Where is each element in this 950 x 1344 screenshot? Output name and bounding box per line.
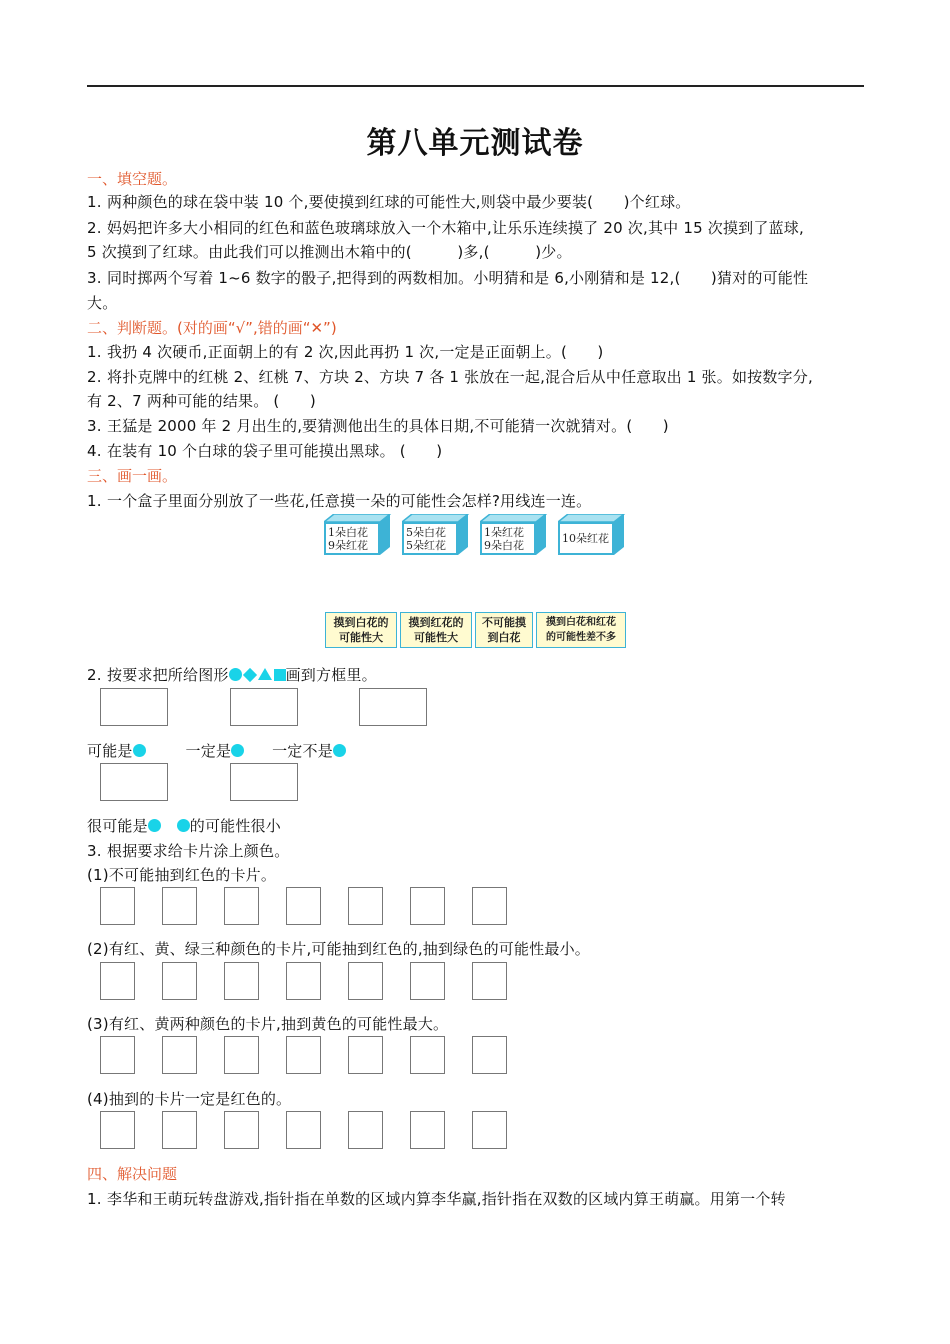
card-req-3: (3)有红、黄两种颜色的卡片,抽到黄色的可能性最大。 bbox=[87, 1015, 449, 1033]
card-square[interactable] bbox=[224, 887, 259, 925]
card-req-4: (4)抽到的卡片一定是红色的。 bbox=[87, 1090, 292, 1108]
flower-box-3: 1朵红花 9朵白花 bbox=[480, 514, 548, 556]
flower-box-2: 5朵白花 5朵红花 bbox=[402, 514, 470, 556]
section4-heading: 四、解决问题 bbox=[87, 1165, 178, 1183]
draw-captions-row1: 可能是 一定是 一定不是 bbox=[87, 740, 346, 762]
s1-q3-line2: 大。 bbox=[87, 294, 118, 312]
page-title: 第八单元测试卷 bbox=[366, 126, 584, 161]
card-square[interactable] bbox=[162, 1036, 197, 1074]
s2-q2-line1: 2. 将扑克牌中的红桃 2、红桃 7、方块 2、方块 7 各 1 张放在一起,混合后从中任意取出 1 张。如按数字分, bbox=[87, 368, 813, 386]
circle-shape-icon bbox=[229, 668, 242, 681]
square-shape-icon bbox=[274, 669, 286, 681]
s3-q3: 3. 根据要求给卡片涂上颜色。 bbox=[87, 842, 290, 860]
flower-box-4: 10朵红花 bbox=[558, 514, 626, 556]
s1-q1: 1. 两种颜色的球在袋中装 10 个,要使摸到红球的可能性大,则袋中最少要装( )个红球。 bbox=[87, 193, 691, 211]
draw-box-unlikely[interactable] bbox=[230, 763, 298, 801]
triangle-shape-icon bbox=[258, 668, 272, 680]
card-square[interactable] bbox=[472, 1036, 507, 1074]
section2-heading: 二、判断题。(对的画“√”,错的画“✕”) bbox=[87, 319, 337, 337]
card-square[interactable] bbox=[286, 1111, 321, 1149]
s2-q1: 1. 我扔 4 次硬币,正面朝上的有 2 次,因此再扔 1 次,一定是正面朝上。( ) bbox=[87, 343, 604, 361]
card-square[interactable] bbox=[162, 887, 197, 925]
card-square[interactable] bbox=[348, 1036, 383, 1074]
match-label-1: 摸到白花的 可能性大 bbox=[325, 612, 397, 648]
card-square[interactable] bbox=[472, 887, 507, 925]
s3-q1: 1. 一个盒子里面分别放了一些花,任意摸一朵的可能性会怎样?用线连一连。 bbox=[87, 492, 592, 510]
card-square[interactable] bbox=[224, 962, 259, 1000]
card-req-1: (1)不可能抽到红色的卡片。 bbox=[87, 866, 277, 884]
card-square[interactable] bbox=[100, 887, 135, 925]
card-square[interactable] bbox=[410, 1036, 445, 1074]
draw-box-must[interactable] bbox=[230, 688, 298, 726]
match-label-2: 摸到红花的 可能性大 bbox=[400, 612, 472, 648]
s3-q2: 2. 按要求把所给图形 画到方框里。 bbox=[87, 666, 377, 684]
top-rule bbox=[87, 85, 864, 87]
draw-box-likely[interactable] bbox=[100, 763, 168, 801]
s2-q4: 4. 在装有 10 个白球的袋子里可能摸出黑球。 ( ) bbox=[87, 442, 443, 460]
card-square[interactable] bbox=[162, 1111, 197, 1149]
draw-box-never[interactable] bbox=[359, 688, 427, 726]
card-square[interactable] bbox=[224, 1111, 259, 1149]
card-square[interactable] bbox=[286, 887, 321, 925]
circle-shape-icon bbox=[333, 744, 346, 757]
match-label-3: 不可能摸 到白花 bbox=[475, 612, 533, 648]
s1-q2-line2: 5 次摸到了红球。由此我们可以推测出木箱中的( )多,( )少。 bbox=[87, 243, 572, 261]
circle-shape-icon bbox=[231, 744, 244, 757]
card-square[interactable] bbox=[224, 1036, 259, 1074]
card-square[interactable] bbox=[286, 962, 321, 1000]
card-square[interactable] bbox=[410, 962, 445, 1000]
card-square[interactable] bbox=[348, 962, 383, 1000]
card-square[interactable] bbox=[100, 1111, 135, 1149]
s2-q2-line2: 有 2、7 两种可能的结果。 ( ) bbox=[87, 392, 316, 410]
draw-box-may[interactable] bbox=[100, 688, 168, 726]
card-square[interactable] bbox=[286, 1036, 321, 1074]
card-req-2: (2)有红、黄、绿三种颜色的卡片,可能抽到红色的,抽到绿色的可能性最小。 bbox=[87, 940, 590, 958]
match-label-4: 摸到白花和红花 的可能性差不多 bbox=[536, 612, 626, 648]
card-square[interactable] bbox=[472, 962, 507, 1000]
card-square[interactable] bbox=[348, 1111, 383, 1149]
s4-q1: 1. 李华和王萌玩转盘游戏,指针指在单数的区域内算李华赢,指针指在双数的区域内算王萌赢。用第一个转 bbox=[87, 1190, 786, 1208]
card-square[interactable] bbox=[100, 962, 135, 1000]
card-square[interactable] bbox=[472, 1111, 507, 1149]
draw-captions-row2: 很可能是 的可能性很小 bbox=[87, 817, 281, 835]
s1-q2-line1: 2. 妈妈把许多大小相同的红色和蓝色玻璃球放入一个木箱中,让乐乐连续摸了 20 次,其中 15 次摸到了蓝球, bbox=[87, 219, 804, 237]
flower-box-1: 1朵白花 9朵红花 bbox=[324, 514, 392, 556]
section1-heading: 一、填空题。 bbox=[87, 170, 178, 188]
card-square[interactable] bbox=[100, 1036, 135, 1074]
s2-q3: 3. 王猛是 2000 年 2 月出生的,要猜测他出生的具体日期,不可能猜一次就猜对。( ) bbox=[87, 417, 669, 435]
card-square[interactable] bbox=[410, 887, 445, 925]
section3-heading: 三、画一画。 bbox=[87, 467, 178, 485]
circle-shape-icon bbox=[148, 819, 161, 832]
circle-shape-icon bbox=[133, 744, 146, 757]
circle-shape-icon bbox=[177, 819, 190, 832]
card-square[interactable] bbox=[348, 887, 383, 925]
s1-q3-line1: 3. 同时掷两个写着 1~6 数字的骰子,把得到的两数相加。小明猜和是 6,小刚猜和是 12,( )猜对的可能性 bbox=[87, 269, 809, 287]
card-square[interactable] bbox=[162, 962, 197, 1000]
card-square[interactable] bbox=[410, 1111, 445, 1149]
diamond-shape-icon bbox=[243, 668, 257, 682]
